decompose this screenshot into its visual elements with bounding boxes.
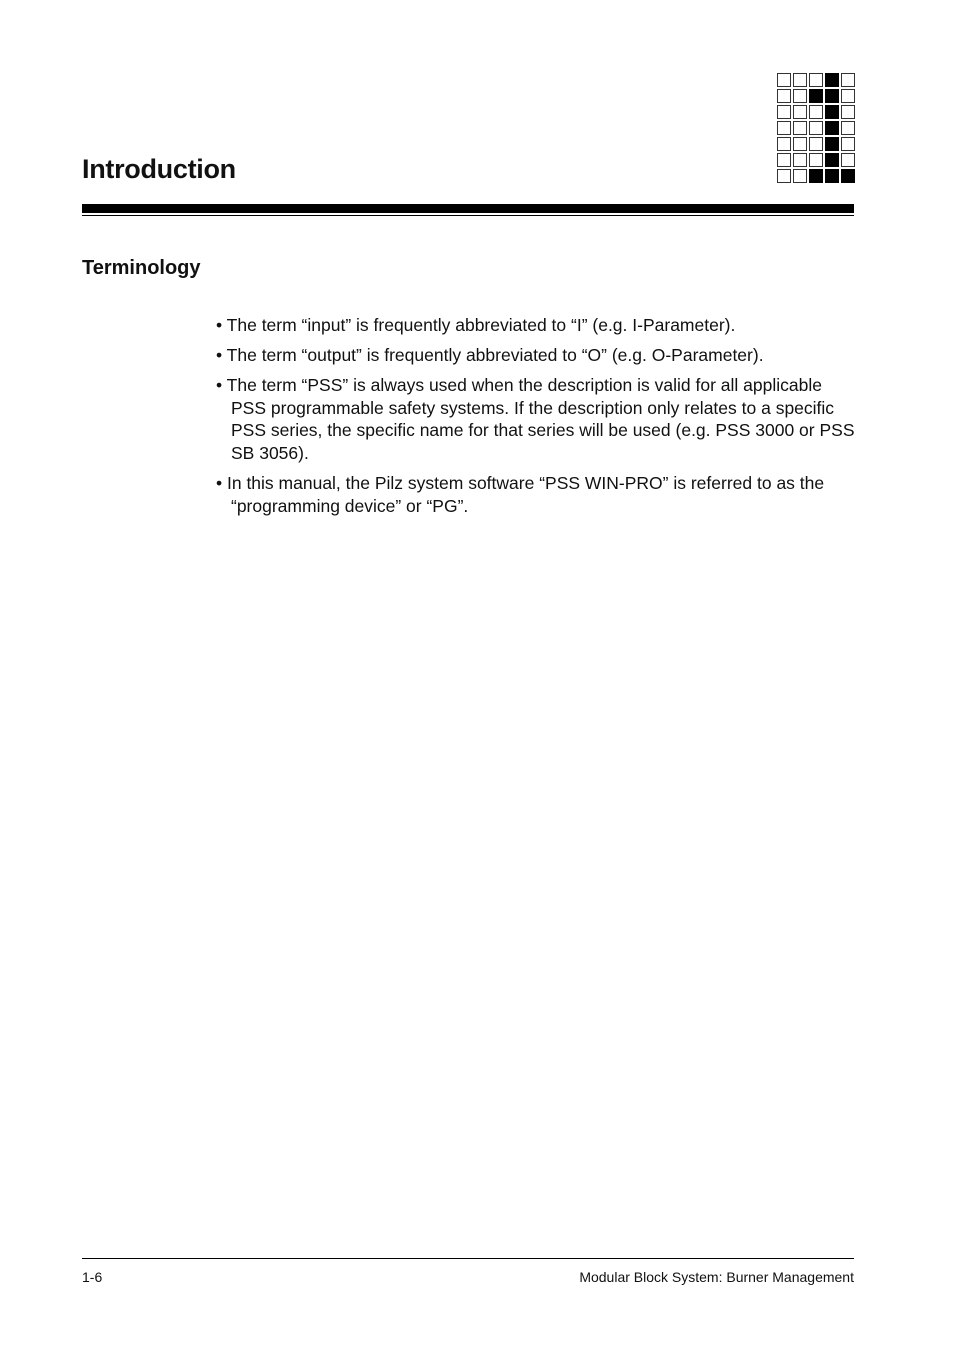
section-title: Terminology xyxy=(82,257,201,279)
logo-cell xyxy=(777,169,791,183)
logo-cell xyxy=(777,121,791,135)
logo-cell xyxy=(825,105,839,119)
logo-cell xyxy=(793,153,807,167)
list-item: • The term “PSS” is always used when the description is valid for all applicable PSS programmable safety systems. If the description only relates to a specific PSS series, the specific name for that series will be used (e.g. PSS 3000 or PSS SB 3056). xyxy=(216,375,855,463)
logo-cell xyxy=(841,73,855,87)
chapter-title: Introduction xyxy=(82,154,236,184)
pilz-grid-logo-icon xyxy=(777,73,855,183)
logo-cell xyxy=(809,73,823,87)
logo-cell xyxy=(809,89,823,103)
logo-cell xyxy=(793,169,807,183)
logo-cell xyxy=(841,89,855,103)
logo-cell xyxy=(809,105,823,119)
logo-cell xyxy=(793,105,807,119)
logo-cell xyxy=(793,137,807,151)
logo-cell xyxy=(777,89,791,103)
header-rule-thin xyxy=(82,215,854,216)
logo-cell xyxy=(793,121,807,135)
list-item: • The term “input” is frequently abbreviated to “I” (e.g. I-Parameter). xyxy=(216,315,736,335)
list-item: • The term “output” is frequently abbreviated to “O” (e.g. O-Parameter). xyxy=(216,345,764,366)
logo-cell xyxy=(793,89,807,103)
logo-cell xyxy=(809,169,823,183)
terminology-list xyxy=(216,314,861,525)
logo-cell xyxy=(825,169,839,183)
logo-cell xyxy=(841,137,855,151)
header-rule-thick xyxy=(82,204,854,213)
logo-cell xyxy=(809,153,823,167)
footer-rule xyxy=(82,1258,854,1259)
logo-cell xyxy=(825,137,839,151)
logo-cell xyxy=(777,73,791,87)
logo-cell xyxy=(825,73,839,87)
logo-cell xyxy=(841,153,855,167)
logo-cell xyxy=(809,137,823,151)
logo-cell xyxy=(777,105,791,119)
logo-cell xyxy=(841,169,855,183)
logo-cell xyxy=(825,153,839,167)
footer-document-title: Modular Block System: Burner Management xyxy=(579,1269,854,1285)
logo-cell xyxy=(841,105,855,119)
page-number: 1-6 xyxy=(82,1269,103,1285)
logo-cell xyxy=(809,121,823,135)
logo-cell xyxy=(825,121,839,135)
list-item: • In this manual, the Pilz system software “PSS WIN-PRO” is referred to as the “programming device” or “PG”. xyxy=(216,473,825,516)
logo-cell xyxy=(777,153,791,167)
logo-cell xyxy=(793,73,807,87)
logo-cell xyxy=(825,89,839,103)
logo-cell xyxy=(841,121,855,135)
logo-cell xyxy=(777,137,791,151)
